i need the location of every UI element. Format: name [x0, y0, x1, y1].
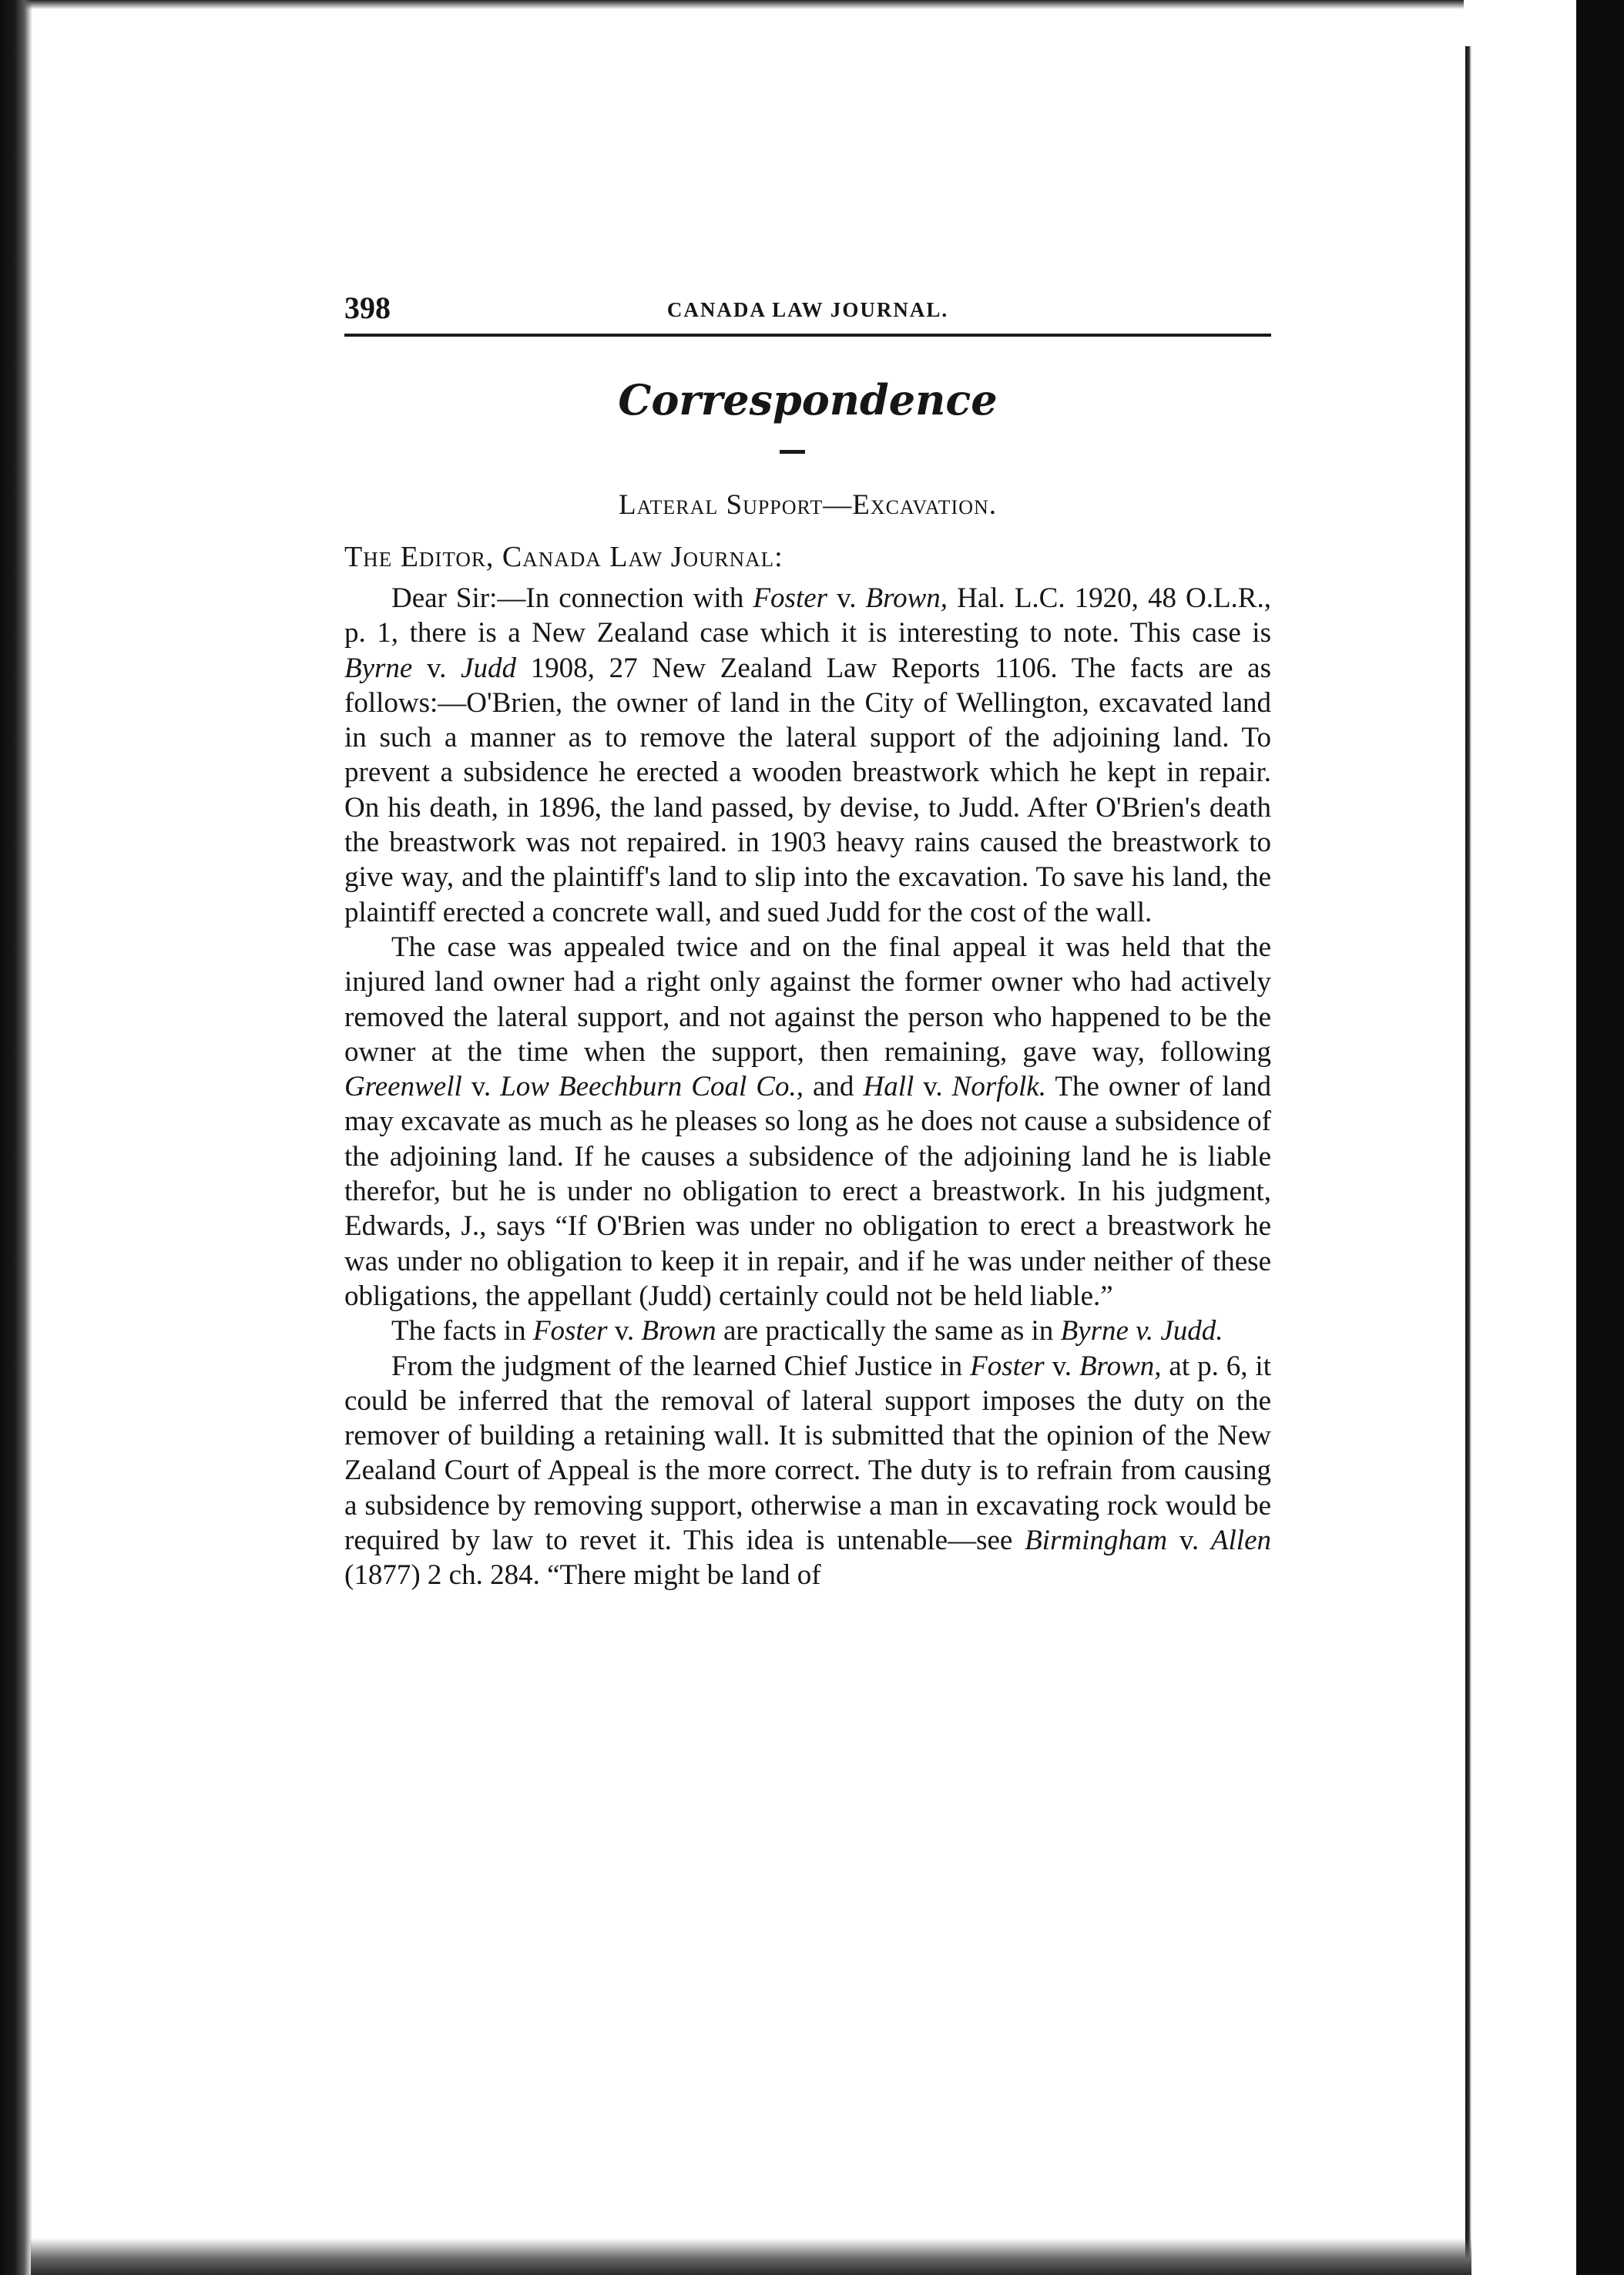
- paragraph-text: (1877) 2 ch. 284. “There might be land of: [344, 1559, 821, 1592]
- paragraph-text: v.: [461, 1071, 501, 1103]
- case-name: Hall: [863, 1071, 914, 1103]
- journal-title: CANADA LAW JOURNAL.: [666, 298, 949, 321]
- paragraph-text: The facts in: [391, 1315, 533, 1347]
- case-name: Byrne v. Judd.: [1060, 1315, 1223, 1347]
- salutation-line: The Editor, Canada Law Journal:: [344, 541, 783, 573]
- case-name: Foster: [532, 1315, 608, 1347]
- paragraph-text: v.: [1044, 1350, 1079, 1382]
- case-name: Foster: [753, 582, 828, 614]
- paragraph-text: Dear Sir:—In connection with: [391, 582, 753, 614]
- paragraph-text: The owner of land may excavate as much as he pleases so long as he does not cause a subsidence of the adjoining land. If he causes a subsidence of the adjoining land he is liable therefor, but he is under no obligation to erect a breastwork. In his judgment, Edwards, J., says “If O'Brien was under no obligation to erect a breastwork he was under no obligation to keep it in repair, and if he was under neither of these obligations, the appellant (Judd) certainly could not be held liable.”: [344, 1071, 1271, 1312]
- scan-left-edge: [0, 0, 32, 2275]
- scan-top-edge: [0, 0, 1576, 9]
- body-paragraph: [344, 930, 1271, 1314]
- case-name: Low Beechburn Coal Co.,: [500, 1071, 804, 1103]
- case-name: Foster: [970, 1350, 1045, 1382]
- article-subheading: Lateral Support—Excavation.: [618, 489, 998, 521]
- paragraph-text: v.: [412, 652, 461, 684]
- paragraph-text: 1908, 27 New Zealand Law Reports 1106. The facts are as follows:—O'Brien, the owner of land in the City of Wellington, excavated land in such a manner as to remove the lateral support of the adjoining land. To prevent a subsidence he erected a wooden breastwork which he kept in repair. On his death, in 1896, the land passed, by devise, to Judd. After O'Brien's death the breastwork was not repaired. in 1903 heavy rains caused the breastwork to give way, and the plaintiff's land to slip into the excavation. To save his land, the plaintiff erected a concrete wall, and sued Judd for the cost of the wall.: [344, 652, 1271, 928]
- paragraph-text: at p. 6, it could be inferred that the removal of lateral support imposes the duty on the remover of building a retaining wall. It is submitted that the opinion of the New Zealand Court of Appeal is the more correct. The duty is to refrain from causing a subsidence by removing support, otherwise a man in excavating rock would be required by law to revet it. This idea is untenable—see: [344, 1350, 1271, 1557]
- paragraph-text: v.: [914, 1071, 952, 1103]
- letter-body: [344, 581, 1271, 1593]
- case-name: Brown: [641, 1315, 716, 1347]
- paragraph-text: v.: [1167, 1525, 1211, 1557]
- page-number: 398: [344, 290, 391, 325]
- paragraph-text: are practically the same as in: [716, 1315, 1061, 1347]
- scan-right-border: [1576, 0, 1624, 2275]
- paragraph-text: v.: [607, 1315, 642, 1347]
- paragraph-text: v.: [827, 582, 866, 614]
- paragraph-text: The case was appealed twice and on the final appeal it was held that the injured land owner had a right only against the former owner who had actively removed the lateral support, and not against the person who happened to be the owner at the time when the support, then remaining, gave way, following: [344, 931, 1271, 1068]
- body-paragraph: [344, 1349, 1271, 1593]
- case-name: Greenwell: [344, 1071, 462, 1103]
- running-head: [344, 287, 1271, 330]
- body-paragraph: [344, 1314, 1271, 1348]
- section-title: Correspondence: [618, 375, 998, 424]
- scan-bottom-edge: [31, 2238, 1471, 2275]
- title-ornament-rule: [780, 450, 805, 454]
- case-name: Brown,: [1079, 1350, 1162, 1382]
- body-paragraph: [344, 581, 1271, 930]
- paragraph-text: and: [803, 1071, 864, 1103]
- case-name: Birmingham: [1025, 1525, 1168, 1557]
- case-name: Brown,: [865, 582, 948, 614]
- scan-right-edge: [1465, 46, 1471, 2275]
- paragraph-text: From the judgment of the learned Chief Justice in: [391, 1350, 971, 1382]
- case-name: Allen: [1210, 1525, 1271, 1557]
- case-name: Byrne: [344, 652, 413, 684]
- case-name: Norfolk.: [951, 1071, 1046, 1103]
- header-rule: [344, 334, 1271, 337]
- paragraph-text: Hal. L.C. 1920, 48 O.L.R., p. 1, there is a New Zealand case which it is interesting to note. This case is: [344, 582, 1271, 649]
- case-name: Judd: [461, 652, 516, 684]
